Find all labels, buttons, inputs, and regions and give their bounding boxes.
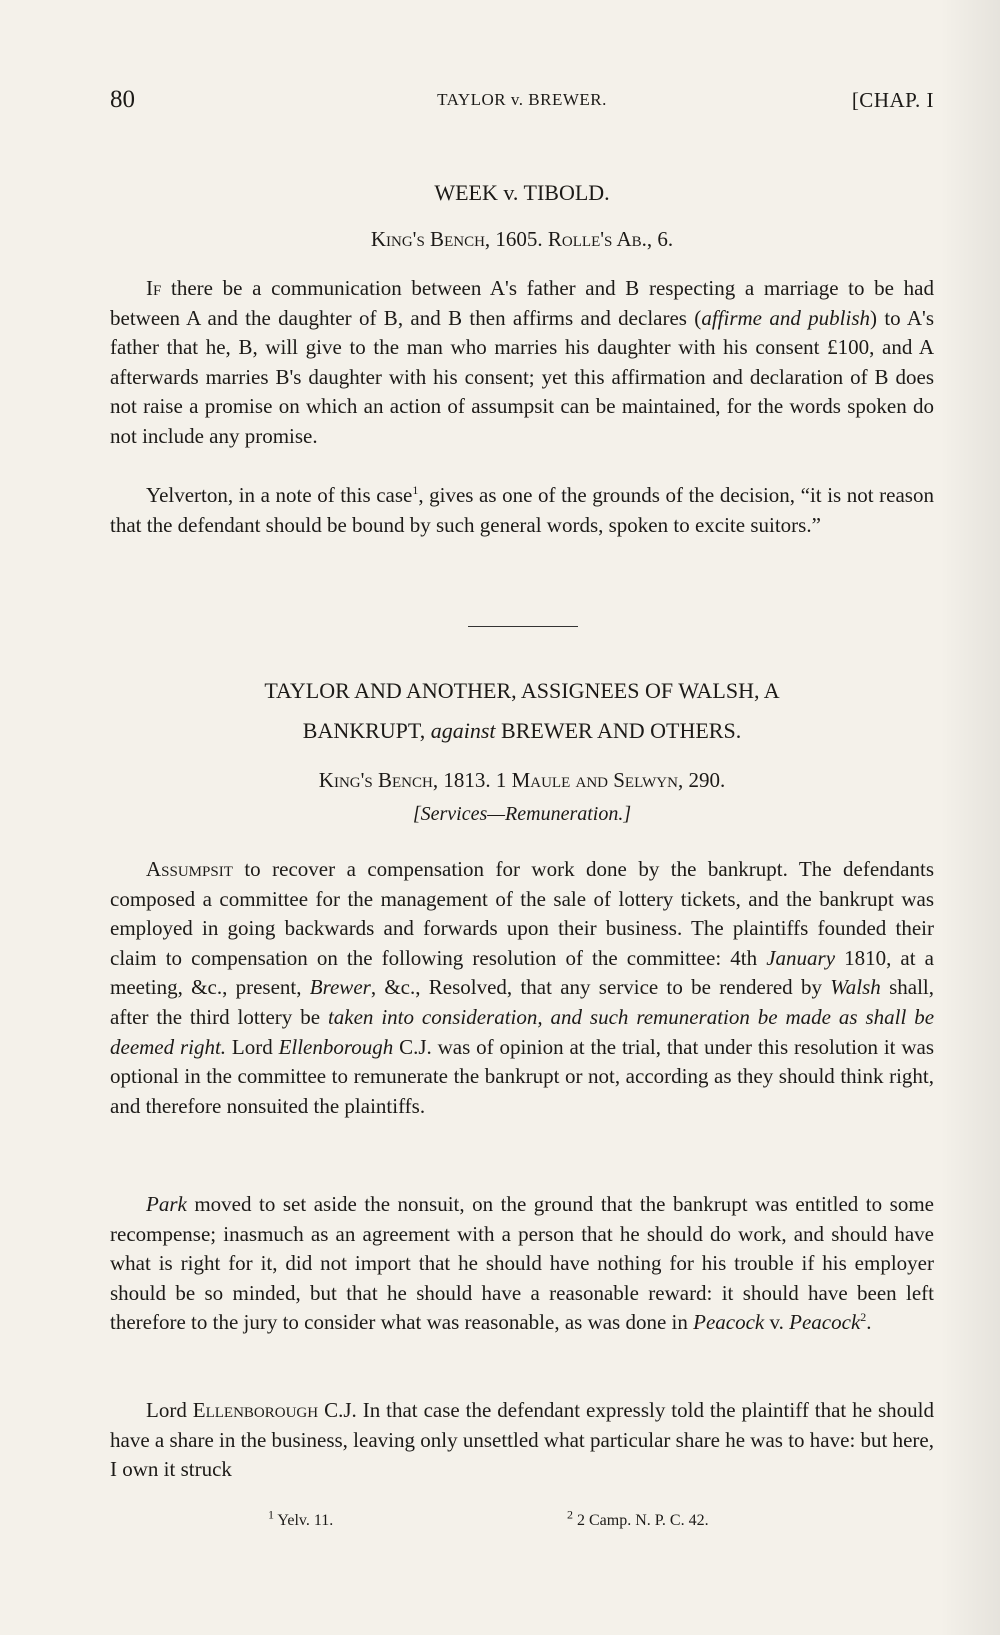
text-run: shall, after the third lottery be <box>110 975 934 1029</box>
footnote-text: 2 Camp. N. P. C. 42. <box>573 1512 709 1529</box>
footnote-marker: 2 <box>860 1310 867 1325</box>
text-run: to recover a compensation for work done by the bankrupt. The defendants composed a committee for the management of the sale of lottery tickets, and the bankrupt was employed in going backwards and forwards upon their business. The plaintiffs founded their claim to compensation on the following resolution of the committee: 4th <box>110 857 934 970</box>
italic-run: Peacock <box>789 1310 861 1335</box>
italic-run: Peacock <box>693 1310 765 1335</box>
italic-run: against <box>430 718 496 743</box>
text-run: 1810, at a meeting, &c., present, <box>110 945 934 1000</box>
text-run: BREWER AND OTHERS. <box>495 718 742 743</box>
text-run: ) to A's father that he, B, will give to the man who marries his daughter with his consent £100, and A afterwards marries B's daughter with his consent; yet this affirmation and declaration of B does not raise a promise on which an action of assumpsit can be maintained, for the words spoken do not include any promise. <box>110 305 934 448</box>
paragraph <box>110 274 934 452</box>
court-citation-2: King's Bench, 1813. 1 Maule and Selwyn, 290. <box>318 768 726 792</box>
footnote-text: Yelv. 11. <box>274 1512 334 1529</box>
page-number: 80 <box>110 86 135 113</box>
italic-run: Walsh <box>830 975 881 1000</box>
text-run: C.J. In that case the defendant expressly told the plaintiff that he should have a share in the business, leaving only unsettled what particular share he was to have: but here, I own it struck <box>110 1398 934 1482</box>
text-run: Yelverton, in a note of this case <box>146 483 413 507</box>
italic-run: taken into consideration, and such remuneration be made as shall be deemed right. <box>110 1004 935 1059</box>
italic-run: January <box>766 945 836 970</box>
chapter-label: [CHAP. I <box>851 88 934 112</box>
text-run: there be a communication between A's father and B respecting a marriage to be had between A and the daughter of B, and B then affirms and declares ( <box>110 276 934 330</box>
lead-word: Ellenborough <box>192 1398 319 1422</box>
text-run: BANKRUPT, <box>302 718 431 743</box>
lead-word: If <box>146 276 162 300</box>
page-edge-shadow <box>940 0 1000 1635</box>
footnote-marker: 1 <box>268 1507 274 1522</box>
case-title-week-v-tibold: WEEK v. TIBOLD. <box>434 180 610 205</box>
text-run: v. <box>764 1310 790 1335</box>
section-divider <box>468 626 578 627</box>
italic-run: affirme and publish <box>701 305 871 330</box>
case-title-line-1: TAYLOR AND ANOTHER, ASSIGNEES OF WALSH, A <box>264 678 780 703</box>
footnote-marker: 1 <box>412 483 419 497</box>
case-title-line-2 <box>110 718 934 744</box>
italic-run: Ellenborough <box>278 1034 394 1059</box>
text-run: , gives as one of the grounds of the decision, “it is not reason that the defendant should be bound by such general words, spoken to excite suitors.” <box>110 483 934 537</box>
paragraph <box>110 1190 934 1338</box>
keywords: [Services—Remuneration.] <box>412 803 632 825</box>
text-run: moved to set aside the nonsuit, on the ground that the bankrupt was entitled to some recompense; inasmuch as an agreement with a person that he should do work, and should have what is right for it, did not import that he should have nothing for his trouble if his employer should be so minded, but that he should have a reasonable reward: it should have been left therefore to the jury to consider what was reasonable, as was done in <box>110 1192 934 1335</box>
text-run: Lord <box>146 1398 193 1422</box>
paragraph <box>110 1396 934 1485</box>
italic-run: Park <box>146 1192 187 1216</box>
paragraph <box>110 855 934 1121</box>
running-title: TAYLOR v. BREWER. <box>437 90 607 109</box>
text-run: C.J. was of opinion at the trial, that under this resolution it was optional in the committee to remunerate the bankrupt or not, according as they should think right, and therefore nonsuited the plaintiffs. <box>110 1034 934 1118</box>
lead-word: Assumpsit <box>146 857 233 881</box>
footnote-marker: 2 <box>567 1507 573 1522</box>
footnote-1 <box>268 1507 334 1530</box>
text-run: , &c., Resolved, that any service to be rendered by <box>370 975 831 1000</box>
text-run: . <box>866 1310 872 1335</box>
court-citation-1: King's Bench, 1605. Rolle's Ab., 6. <box>370 227 674 251</box>
text-run: Lord <box>226 1034 279 1059</box>
italic-run: Brewer <box>309 975 371 1000</box>
paragraph <box>110 481 934 540</box>
running-head <box>110 86 934 116</box>
footnote-2 <box>567 1507 709 1530</box>
